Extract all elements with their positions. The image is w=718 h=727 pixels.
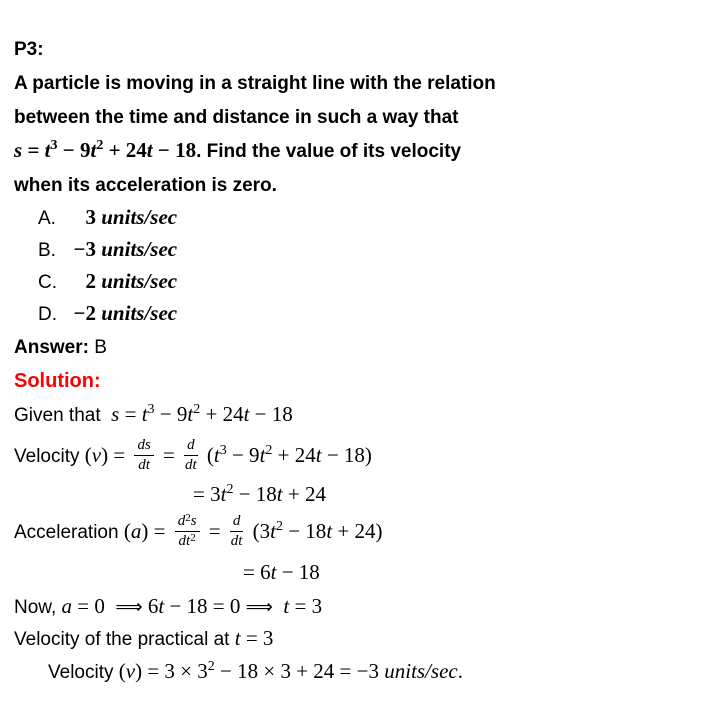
text-segment: Solution:: [14, 370, 101, 392]
text-segment: P3:: [14, 39, 44, 60]
text-segment: .: [457, 659, 463, 683]
text-segment: . Find the value of its velocity: [196, 141, 462, 162]
text-segment: units/sec: [96, 237, 178, 261]
text-segment: t: [315, 443, 322, 467]
text-segment: 2: [85, 269, 96, 293]
text-segment: t: [44, 138, 51, 162]
text-segment: + 24: [200, 402, 244, 426]
option-b: [0, 236, 718, 268]
text-segment: dt: [178, 532, 191, 549]
text-segment: =: [203, 519, 226, 543]
fraction-denominator: [138, 456, 150, 474]
text-segment: 2: [226, 482, 234, 497]
text-segment: ⟹: [245, 596, 273, 618]
text-segment: =: [22, 138, 45, 162]
text-segment: B.: [38, 240, 56, 261]
text-segment: = 3: [240, 626, 274, 650]
text-segment: dt: [138, 456, 150, 473]
text-segment: t: [259, 443, 266, 467]
text-segment: C.: [38, 272, 57, 293]
text-segment: t: [276, 482, 283, 506]
fraction: [175, 513, 200, 550]
text-segment: −3: [73, 237, 96, 261]
text-segment: − 18: [276, 560, 320, 584]
option-a: [0, 204, 718, 236]
acceleration-definition: [0, 510, 718, 558]
fraction-numerator: [134, 437, 153, 456]
text-segment: t: [234, 626, 241, 650]
text-segment: − 18 × 3 + 24 = −3: [214, 659, 385, 683]
text-segment: units/sec: [96, 205, 178, 229]
text-segment: t: [220, 482, 227, 506]
answer-line: [0, 332, 718, 366]
velocity-definition: [0, 434, 718, 482]
text-segment: =: [157, 443, 181, 467]
acceleration-result: [0, 558, 718, 592]
text-segment: 2: [185, 511, 191, 524]
text-segment: Answer:: [14, 337, 95, 358]
text-segment: 2: [190, 531, 196, 544]
text-segment: s: [111, 402, 120, 426]
text-segment: a: [61, 594, 73, 618]
text-segment: t: [326, 519, 333, 543]
text-segment: + 24): [332, 519, 383, 543]
velocity-result: [0, 482, 718, 510]
text-segment: B: [94, 337, 107, 358]
now-line: [0, 592, 718, 625]
fraction-denominator: [185, 456, 197, 474]
text-segment: = 6: [243, 560, 271, 584]
question-line-3: [0, 136, 718, 170]
text-segment: between the time and distance in such a way that: [14, 107, 459, 128]
text-segment: units/sec: [384, 659, 458, 683]
text-segment: − 18: [152, 138, 197, 162]
document-content: [0, 34, 718, 691]
text-segment: d: [232, 512, 241, 529]
text-segment: Now,: [14, 597, 62, 618]
text-segment: − 18): [321, 443, 372, 467]
text-segment: v: [125, 659, 136, 683]
text-segment: 3: [147, 402, 155, 417]
text-segment: d: [187, 436, 195, 453]
question-line-2: [0, 102, 718, 136]
text-segment: 2: [265, 443, 273, 458]
text-segment: (: [123, 519, 131, 543]
text-segment: a: [130, 519, 142, 543]
text-segment: dt: [230, 532, 243, 549]
text-segment: ds: [137, 436, 151, 453]
text-segment: (: [118, 659, 126, 683]
text-segment: t: [146, 138, 153, 162]
text-segment: t: [243, 402, 250, 426]
text-segment: ) = 3 × 3: [135, 659, 208, 683]
fraction-numerator: [230, 513, 244, 532]
text-segment: =: [119, 402, 142, 426]
text-segment: t: [213, 443, 220, 467]
text-segment: t: [270, 560, 277, 584]
given-line: [0, 400, 718, 434]
text-segment: − 18: [282, 519, 327, 543]
fraction-denominator: [231, 532, 243, 550]
text-segment: (3: [247, 519, 271, 543]
text-segment: t: [90, 138, 97, 162]
text-segment: D.: [38, 304, 57, 325]
text-segment: A particle is moving in a straight line with the relation: [14, 73, 496, 94]
text-segment: + 24: [272, 443, 316, 467]
text-segment: 6: [142, 594, 159, 618]
text-segment: Acceleration: [14, 522, 124, 543]
text-segment: v: [91, 443, 102, 467]
text-segment: dt: [185, 456, 197, 473]
text-segment: 2: [275, 519, 283, 534]
text-segment: ) =: [101, 443, 131, 467]
final-velocity-line: [0, 657, 718, 691]
text-segment: s: [190, 512, 197, 529]
text-segment: A.: [38, 208, 56, 229]
text-segment: − 18: [249, 402, 293, 426]
text-segment: + 24: [282, 482, 326, 506]
text-segment: s: [14, 138, 23, 162]
text-segment: Velocity: [48, 662, 119, 683]
text-segment: − 9: [226, 443, 260, 467]
option-c: [0, 268, 718, 300]
text-segment: + 24: [103, 138, 147, 162]
fraction-denominator: [179, 532, 196, 550]
text-segment: when its acceleration is zero.: [14, 175, 277, 196]
text-segment: ⟹: [115, 596, 143, 618]
text-segment: − 9: [57, 138, 91, 162]
text-segment: [273, 594, 284, 618]
fraction: [134, 437, 153, 474]
solution-heading: [0, 366, 718, 400]
text-segment: = 0: [72, 594, 116, 618]
text-segment: = 3: [193, 482, 221, 506]
fraction: [184, 437, 198, 474]
text-segment: − 9: [154, 402, 188, 426]
fraction: [230, 513, 244, 550]
text-segment: t: [187, 402, 194, 426]
text-segment: Velocity: [14, 446, 85, 467]
text-segment: Given that: [14, 405, 112, 426]
text-segment: 2: [96, 138, 104, 153]
text-segment: − 18 = 0: [164, 594, 246, 618]
fraction-numerator: [175, 513, 200, 532]
text-segment: units/sec: [96, 301, 178, 325]
text-segment: t: [283, 594, 290, 618]
text-segment: t: [158, 594, 165, 618]
text-segment: units/sec: [96, 269, 178, 293]
text-segment: d: [177, 512, 186, 529]
fraction-numerator: [184, 437, 198, 456]
text-segment: Velocity of the practical at: [14, 629, 235, 650]
text-segment: t: [270, 519, 276, 543]
text-segment: = 3: [289, 594, 323, 618]
option-d: [0, 300, 718, 332]
text-segment: t: [141, 402, 148, 426]
question-line-4: [0, 170, 718, 204]
text-segment: 2: [207, 659, 215, 674]
text-segment: (: [201, 443, 214, 467]
text-segment: 2: [193, 402, 201, 417]
practical-line: [0, 625, 718, 657]
text-segment: 3: [85, 205, 96, 229]
text-segment: 3: [219, 443, 227, 458]
problem-label: [0, 34, 718, 68]
text-segment: − 18: [233, 482, 277, 506]
text-segment: ) =: [141, 519, 171, 543]
question-line-1: [0, 68, 718, 102]
text-segment: −2: [73, 301, 96, 325]
text-segment: (: [84, 443, 92, 467]
text-segment: 3: [50, 138, 58, 153]
